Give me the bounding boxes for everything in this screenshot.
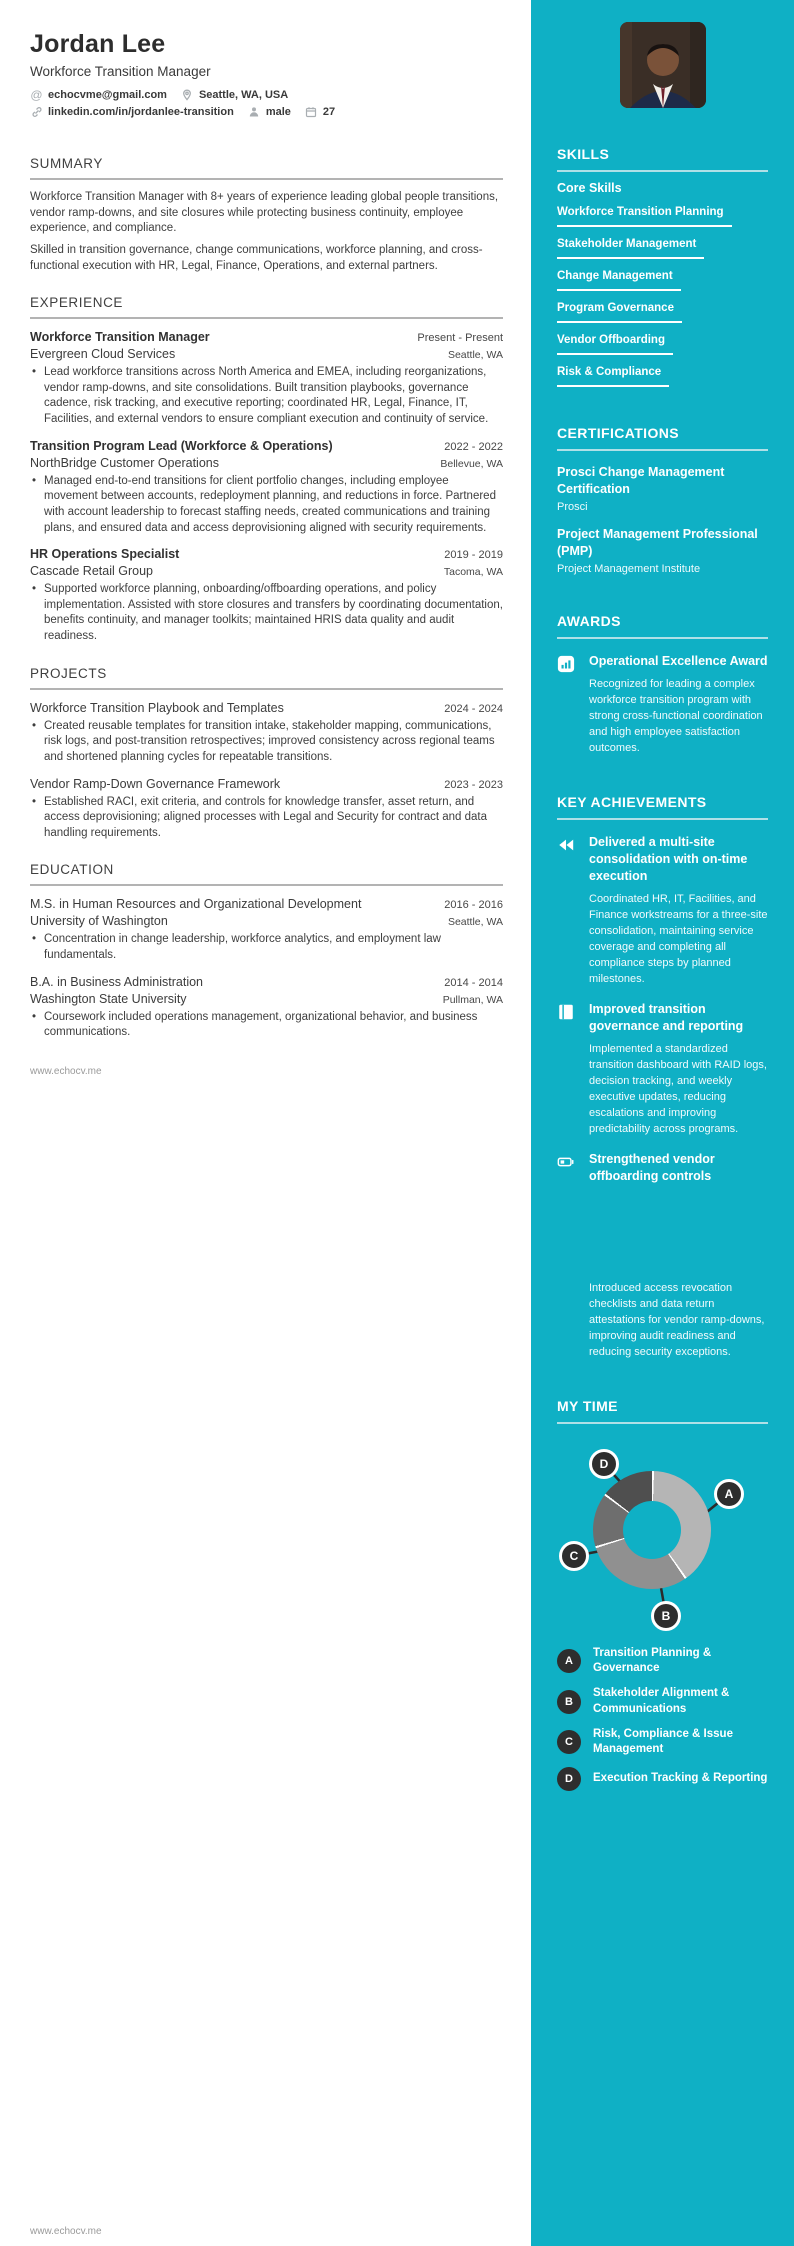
skills-list	[557, 195, 768, 387]
projects-heading: PROJECTS	[30, 665, 107, 681]
skill-item: Vendor Offboarding	[557, 334, 673, 355]
skill-item: Workforce Transition Planning	[557, 206, 732, 227]
project-bullet: • Established RACI, exit criteria, and controls for knowledge transfer, asset return, and access deprovisioning; aligned processes with Legal and Security for contract and data handling requirements.	[30, 795, 503, 842]
email-contact[interactable]	[30, 88, 167, 101]
sidebar-divider	[557, 1422, 768, 1424]
linkedin-contact[interactable]	[30, 105, 234, 118]
certification-issuer: Prosci	[557, 501, 588, 513]
rewind-icon	[557, 834, 577, 987]
donut-label-b: B	[651, 1601, 681, 1631]
legend-label: Execution Tracking & Reporting	[593, 1772, 768, 1785]
donut-hole	[623, 1501, 681, 1559]
achievement-title: Improved transition governance and reporting	[589, 1002, 744, 1033]
skill-item: Program Governance	[557, 302, 682, 323]
degree-dates: 2016 - 2016	[444, 899, 503, 912]
project-title: Workforce Transition Playbook and Templates	[30, 700, 284, 715]
skills-heading: SKILLS	[557, 146, 610, 162]
job-company: NorthBridge Customer Operations	[30, 455, 219, 470]
project-entry	[30, 777, 503, 842]
legend-label: Risk, Compliance & Issue Management	[593, 1727, 733, 1755]
skills-group-label: Core Skills	[557, 181, 622, 195]
job-location: Bellevue, WA	[440, 457, 503, 470]
job-dates: 2022 - 2022	[444, 440, 503, 453]
certification-name: Project Management Professional (PMP)	[557, 527, 758, 558]
battery-icon	[557, 1151, 577, 1360]
award-entry	[557, 653, 768, 756]
awards-heading: AWARDS	[557, 613, 621, 629]
achievement-entry	[557, 1001, 768, 1137]
education-section	[30, 862, 503, 1041]
certifications-heading: CERTIFICATIONS	[557, 425, 680, 441]
sidebar-divider	[557, 637, 768, 639]
my-time-heading: MY TIME	[557, 1398, 618, 1415]
donut-label-d: D	[589, 1449, 619, 1479]
achievement-entry	[557, 834, 768, 987]
job-location: Tacoma, WA	[443, 566, 503, 579]
achievement-title: Strengthened vendor offboarding controls	[589, 1152, 715, 1183]
time-allocation-donut-chart	[557, 1438, 768, 1640]
bar-chart-icon	[557, 653, 577, 756]
legend-badge-a: A	[557, 1649, 581, 1673]
certification-name: Prosci Change Management Certification	[557, 465, 725, 496]
achievement-description: Implemented a standardized transition dashboard with RAID logs, decision tracking, and weekly executive updates, reducing escalations and improving predictability across programs.	[589, 1042, 767, 1135]
location-pin-icon	[181, 88, 194, 101]
job-dates: 2019 - 2019	[444, 549, 503, 562]
education-bullet: • Concentration in change leadership, workforce analytics, and employment law fundamentals.	[30, 932, 503, 963]
job-company: Cascade Retail Group	[30, 564, 153, 579]
education-entry	[30, 897, 503, 963]
job-bullet: • Managed end-to-end transitions for client portfolio changes, including employee movement between accounts, redeployment planning, and reductions in force. Partnered with account leadership to forecast staffing needs, created communications and training plans, and ensured data and access deprovisioning aligned with security requirements.	[30, 474, 503, 537]
job-location: Seattle, WA	[447, 349, 503, 362]
skill-item: Risk & Compliance	[557, 366, 669, 387]
school-location: Pullman, WA	[442, 993, 503, 1006]
award-description: Recognized for leading a complex workforce transition program with strong cross-functional coordination and high employee satisfaction outcomes.	[589, 677, 763, 755]
degree-title: B.A. in Business Administration	[30, 974, 203, 989]
certification-entry	[557, 526, 768, 575]
education-heading: EDUCATION	[30, 862, 114, 878]
section-divider	[30, 688, 503, 690]
projects-section	[30, 666, 503, 842]
job-bullet: • Lead workforce transitions across North America and EMEA, including reorganizations, vendor ramp-downs, and site consolidations. Built transition playbooks, governance cadence, risk tracking, and executive reporting; coordinated HR, Legal, Finance, IT, Facilities, and external vendors to ensure compliant execution and continuity of service.	[30, 365, 503, 428]
legend-badge-c: C	[557, 1730, 581, 1754]
summary-section	[30, 156, 503, 274]
legend-label: Stakeholder Alignment & Communications	[593, 1687, 730, 1715]
person-headline: Workforce Transition Manager	[30, 64, 211, 79]
experience-section	[30, 295, 503, 645]
project-dates: 2023 - 2023	[444, 778, 503, 791]
skill-item: Change Management	[557, 270, 681, 291]
link-icon	[30, 105, 43, 118]
education-entry	[30, 975, 503, 1041]
summary-heading: SUMMARY	[30, 156, 103, 171]
degree-title: M.S. in Human Resources and Organizational Development	[30, 897, 362, 912]
donut-label-c: C	[559, 1541, 589, 1571]
job-entry	[30, 547, 503, 645]
job-dates: Present - Present	[417, 332, 503, 345]
age-text: 27	[322, 105, 336, 118]
section-divider	[30, 317, 503, 319]
legend-badge-d: D	[557, 1767, 581, 1791]
section-divider	[30, 178, 503, 180]
calendar-icon	[305, 105, 318, 118]
legend-item	[557, 1646, 768, 1676]
book-icon	[557, 1001, 577, 1137]
achievement-entry	[557, 1151, 768, 1360]
gender-text: male	[265, 105, 291, 118]
at-icon: @	[30, 87, 43, 102]
person-name: Jordan Lee	[30, 30, 166, 58]
chart-legend	[557, 1646, 768, 1791]
location-text: Seattle, WA, USA	[198, 88, 289, 101]
award-title: Operational Excellence Award	[589, 654, 768, 668]
job-bullet: • Supported workforce planning, onboarding/offboarding operations, and policy implementation. Assisted with store closures and transfers by coordinating documentation, benefits continuity, and manager toolkits; maintained HRIS data quality and audit readiness.	[30, 582, 503, 645]
donut-label-a: A	[714, 1479, 744, 1509]
certification-issuer: Project Management Institute	[557, 563, 701, 575]
job-entry	[30, 439, 503, 537]
linkedin-text[interactable]: linkedin.com/in/jordanlee-transition	[48, 105, 234, 118]
job-company: Evergreen Cloud Services	[30, 347, 176, 362]
contact-info	[30, 88, 503, 118]
sidebar-divider	[557, 449, 768, 451]
age-contact	[305, 105, 335, 118]
job-entry	[30, 330, 503, 428]
project-title: Vendor Ramp-Down Governance Framework	[30, 776, 281, 791]
summary-paragraph: Skilled in transition governance, change communications, workforce planning, and cross-functional execution with HR, Legal, Finance, Operations, and external partners.	[30, 243, 483, 272]
project-bullet: • Created reusable templates for transition intake, stakeholder mapping, communications, risk logs, and post-transition retrospectives; improved consistency across regional teams and shortened planning cycles for repeatable transitions.	[30, 719, 503, 766]
project-entry	[30, 701, 503, 766]
degree-dates: 2014 - 2014	[444, 976, 503, 989]
key-achievements-heading: KEY ACHIEVEMENTS	[557, 794, 707, 811]
project-dates: 2024 - 2024	[444, 702, 503, 715]
legend-item	[557, 1727, 768, 1757]
footer-website-link[interactable]: www.echocv.me	[30, 1066, 102, 1077]
profile-photo	[620, 22, 706, 108]
job-title: Workforce Transition Manager	[30, 330, 210, 345]
donut-ring	[593, 1471, 711, 1589]
experience-heading: EXPERIENCE	[30, 295, 124, 311]
achievement-description: Introduced access revocation checklists and data return attestations for vendor ramp-downs, improving audit readiness and reducing security exceptions.	[589, 1281, 765, 1358]
school-name: University of Washington	[30, 914, 168, 929]
sidebar-divider	[557, 818, 768, 820]
skill-item: Stakeholder Management	[557, 238, 704, 259]
legend-item	[557, 1767, 768, 1791]
job-title: HR Operations Specialist	[30, 547, 180, 562]
email-text[interactable]: echocvme@gmail.com	[48, 88, 167, 101]
section-divider	[30, 884, 503, 886]
legend-badge-b: B	[557, 1690, 581, 1714]
gender-contact	[248, 105, 291, 118]
legend-label: Transition Planning & Governance	[593, 1647, 712, 1675]
school-location: Seattle, WA	[447, 916, 503, 929]
location-contact	[181, 88, 288, 101]
achievement-description: Coordinated HR, IT, Facilities, and Finance workstreams for a three-site consolidation, maintaining service coverage and completing all compliance steps by planned milestones.	[589, 892, 768, 985]
summary-paragraph: Workforce Transition Manager with 8+ years of experience leading global people transitions, vendor ramp-downs, and site closures while protecting business continuity, employee experience, and compliance.	[30, 191, 499, 235]
certification-entry	[557, 464, 768, 513]
sidebar-divider	[557, 170, 768, 172]
achievement-title: Delivered a multi-site consolidation with on-time execution	[589, 835, 748, 883]
school-name: Washington State University	[30, 991, 187, 1006]
footer-website-link[interactable]: www.echocv.me	[30, 2226, 102, 2237]
education-bullet: • Coursework included operations management, organizational behavior, and business communications.	[30, 1010, 503, 1041]
resume-sidebar	[531, 0, 794, 2246]
legend-item	[557, 1686, 768, 1716]
job-title: Transition Program Lead (Workforce & Operations)	[30, 438, 333, 453]
person-icon	[248, 105, 261, 118]
